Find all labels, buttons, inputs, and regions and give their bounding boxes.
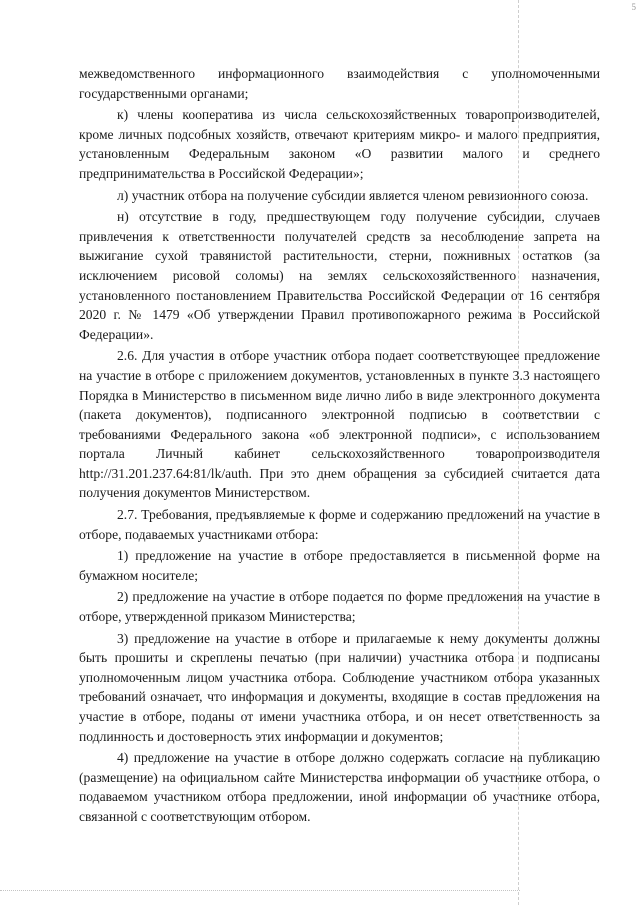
paragraph: 1) предложение на участие в отборе предоставляется в письменной форме на бумажном носителе; [79, 548, 600, 583]
document-body [79, 64, 600, 829]
paragraph: 2) предложение на участие в отборе подается по форме предложения на участие в отборе, утвержденной приказом Министерства; [79, 589, 600, 625]
paragraph: л) участник отбора на получение субсидии является членом ревизионного союза. [117, 187, 589, 203]
scan-bottom-edge [0, 890, 520, 892]
paragraph: 4) предложение на участие в отборе должно содержать согласие на публикацию (размещение) на официальном сайте Министерства информации об участнике отбора, о подаваемом участником отбора предложении, иной информации об участнике отбора, связанной с соответствующим отбором. [79, 750, 600, 824]
paragraph: к) члены кооператива из числа сельскохозяйственных товаропроизводителей, кроме личных подсобных хозяйств, отвечают критериям микро- и малого предприятия, установленным Федеральным законом «О развитии малого и среднего предпринимательства в Российской Федерации»; [79, 107, 600, 181]
paragraph: межведомственного информационного взаимодействия с уполномоченными государственными органами; [79, 66, 600, 101]
paragraph: 3) предложение на участие в отборе и прилагаемые к нему документы должны быть прошиты и скреплены печатью (при наличии) участника отбора и подписаны уполномоченным лицом участника отбора. Соблюдение участником отбора указанных требований означает, что информация и документы, входящие в состав предложения на участие в отборе, поданы от имени участника отбора, и он несет ответственность за подлинность и достоверность этих информации и документов; [79, 630, 600, 744]
paragraph: н) отсутствие в году, предшествующем году получение субсидии, случаев привлечения к ответственности получателей средств за несоблюдение запрета на выжигание сухой травянистой растительности, стерни, пожнивных остатков (за исключением рисовой соломы) на землях сельскохозяйственного назначения, установленного постановлением Правительства Российской Федерации от 16 сентября 2020 г. № 1479 «Об утверждении Правил противопожарного режима в Российской Федерации». [79, 209, 600, 342]
paragraph: 2.7. Требования, предъявляемые к форме и содержанию предложений на участие в отборе, подаваемых участниками отбора: [79, 507, 600, 542]
paragraph: 2.6. Для участия в отборе участник отбора подает соответствующее предложение на участие в отборе с приложением документов, установленных в пункте 3.3 настоящего Порядка в Министерство в письменном виде лично либо в виде электронного документа (пакета документов), подписанного электронной подписью в соответствии с требованиями Федерального закона «об электронной подписи», с использованием портала Личный кабинет сельскохозяйственного товаропроизводителя http://31.201.237.64:81/lk/auth. При это днем обращения за субсидией считается дата получения документов Министерством. [79, 348, 600, 501]
page-number: 5 [631, 2, 636, 12]
